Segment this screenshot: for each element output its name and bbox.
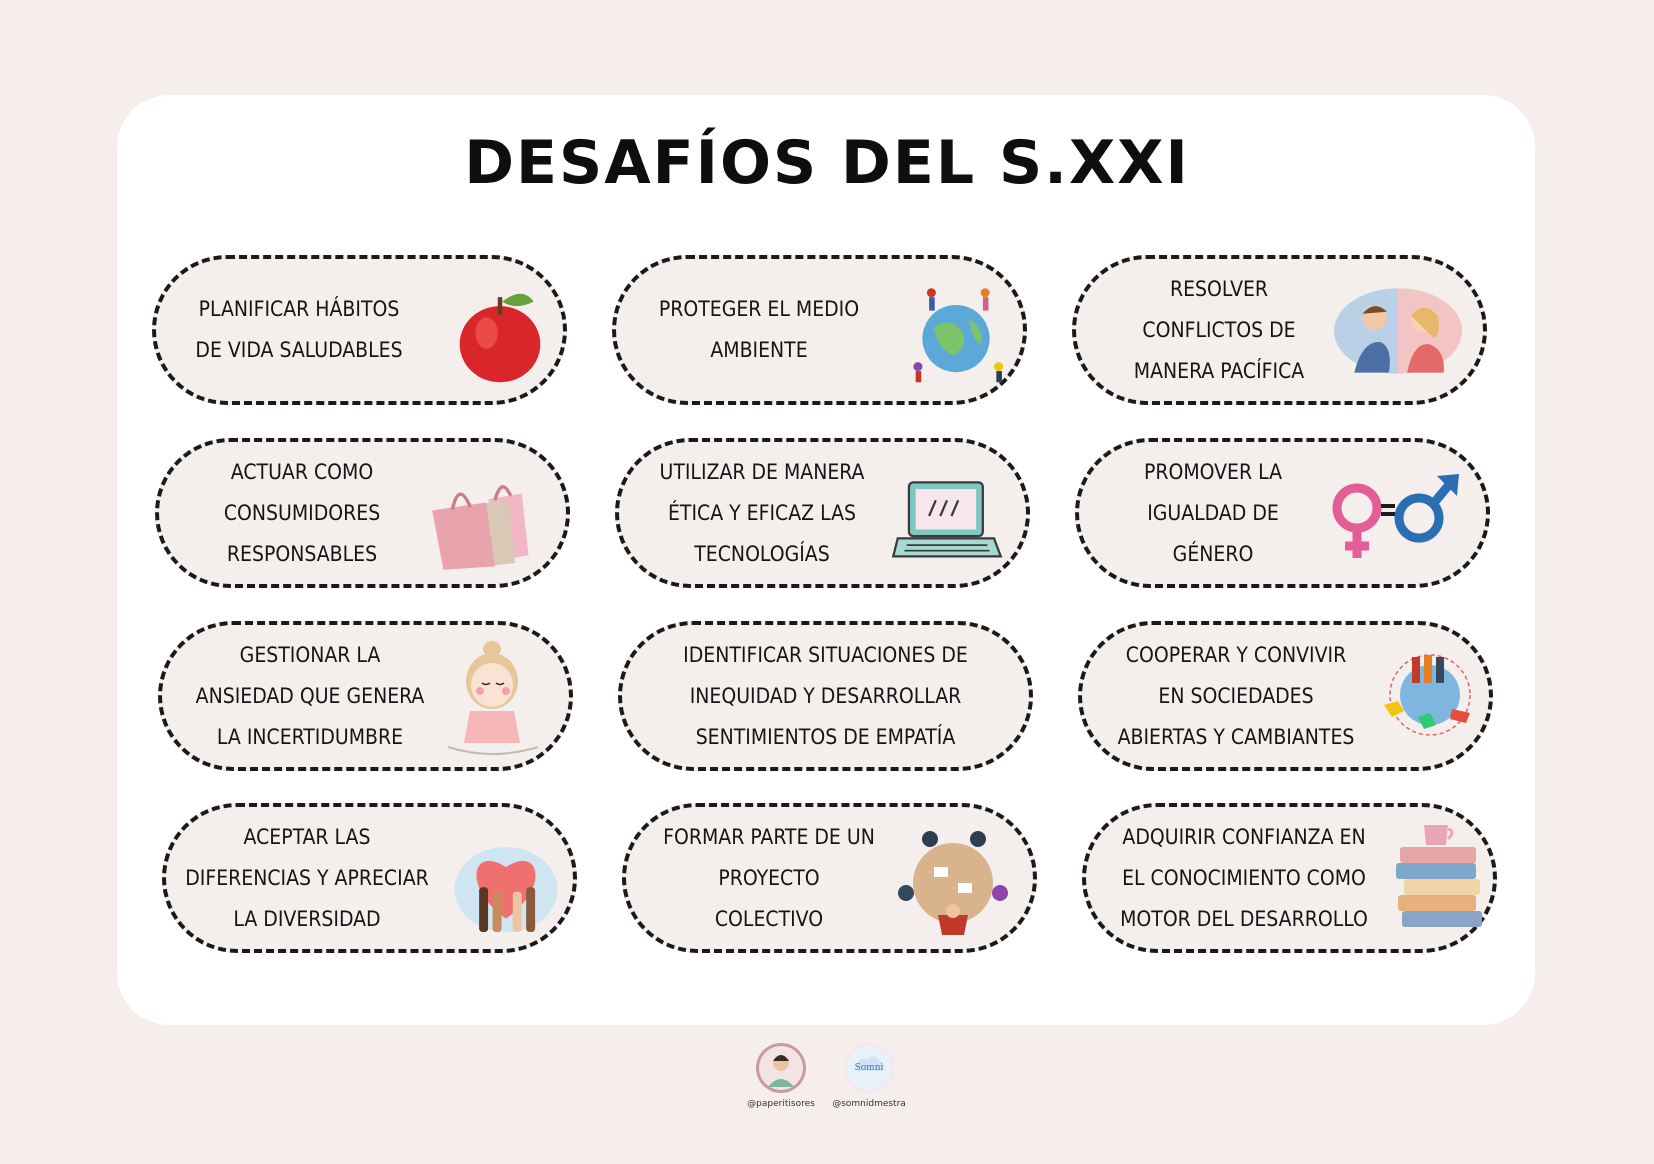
handle-somnidmestra: @somnidmestra [832,1099,906,1109]
shopping-bags-icon [421,460,533,572]
challenge-card-anxiety [158,621,573,771]
challenge-card-cooperation [1078,621,1493,771]
challenge-label: ADQUIRIR CONFIANZA EN EL CONOCIMIENTO COMO MOTOR DEL DESARROLLO [1120,824,1368,931]
page-title: DESAFÍOS DEL S.XXI [464,128,1190,198]
logo-somni-de-mestra [844,1043,894,1093]
challenge-label: ACEPTAR LAS DIFERENCIAS Y APRECIAR LA DIVERSIDAD [185,824,429,931]
handle-paperitisores: @paperitisores [747,1099,815,1109]
challenge-label: IDENTIFICAR SITUACIONES DE INEQUIDAD Y DESARROLLAR SENTIMIENTOS DE EMPATÍA [683,642,968,749]
books-cup-icon [1386,821,1486,937]
challenge-card-healthy-habits [152,255,567,405]
apple-icon [444,277,556,389]
challenge-label: COOPERAR Y CONVIVIR EN SOCIEDADES ABIERTAS Y CAMBIANTES [1117,642,1355,749]
challenge-label: UTILIZAR DE MANERA ÉTICA Y EFICAZ LAS TECNOLOGÍAS [659,459,865,566]
laptop-icon [891,460,1003,572]
challenge-card-collective-project [622,803,1037,953]
svg-text:Somni: Somni [854,1063,884,1073]
challenge-label: PLANIFICAR HÁBITOS DE VIDA SALUDABLES [195,297,403,362]
challenge-label: PROTEGER EL MEDIO AMBIENTE [658,297,860,362]
challenge-label: PROMOVER LA IGUALDAD DE GÉNERO [1143,459,1283,566]
challenge-card-gender-equality [1075,438,1490,588]
avatar-paperitisores [756,1043,806,1093]
challenge-label: RESOLVER CONFLICTOS DE MANERA PACÍFICA [1133,276,1305,383]
challenge-card-peaceful-conflicts [1072,255,1487,405]
heart-hands-icon [450,829,562,941]
meditating-girl-icon [444,637,544,761]
people-talking-icon [1332,283,1464,379]
earth-people-icon [900,277,1012,389]
challenge-card-technologies [615,438,1030,588]
challenge-card-knowledge [1082,803,1497,953]
challenge-label: ACTUAR COMO CONSUMIDORES RESPONSABLES [223,459,381,566]
challenge-label: GESTIONAR LA ANSIEDAD QUE GENERA LA INCERTIDUMBRE [195,642,425,749]
challenge-card-environment [612,255,1027,405]
challenge-label: FORMAR PARTE DE UN PROYECTO COLECTIVO [663,824,875,931]
challenge-card-diversity [162,803,577,953]
team-table-icon [894,823,1012,941]
puzzle-hands-icon [1378,647,1478,747]
challenge-card-responsible-consumers [155,438,570,588]
challenge-card-empathy [618,621,1033,771]
gender-equality-icon [1325,460,1465,572]
